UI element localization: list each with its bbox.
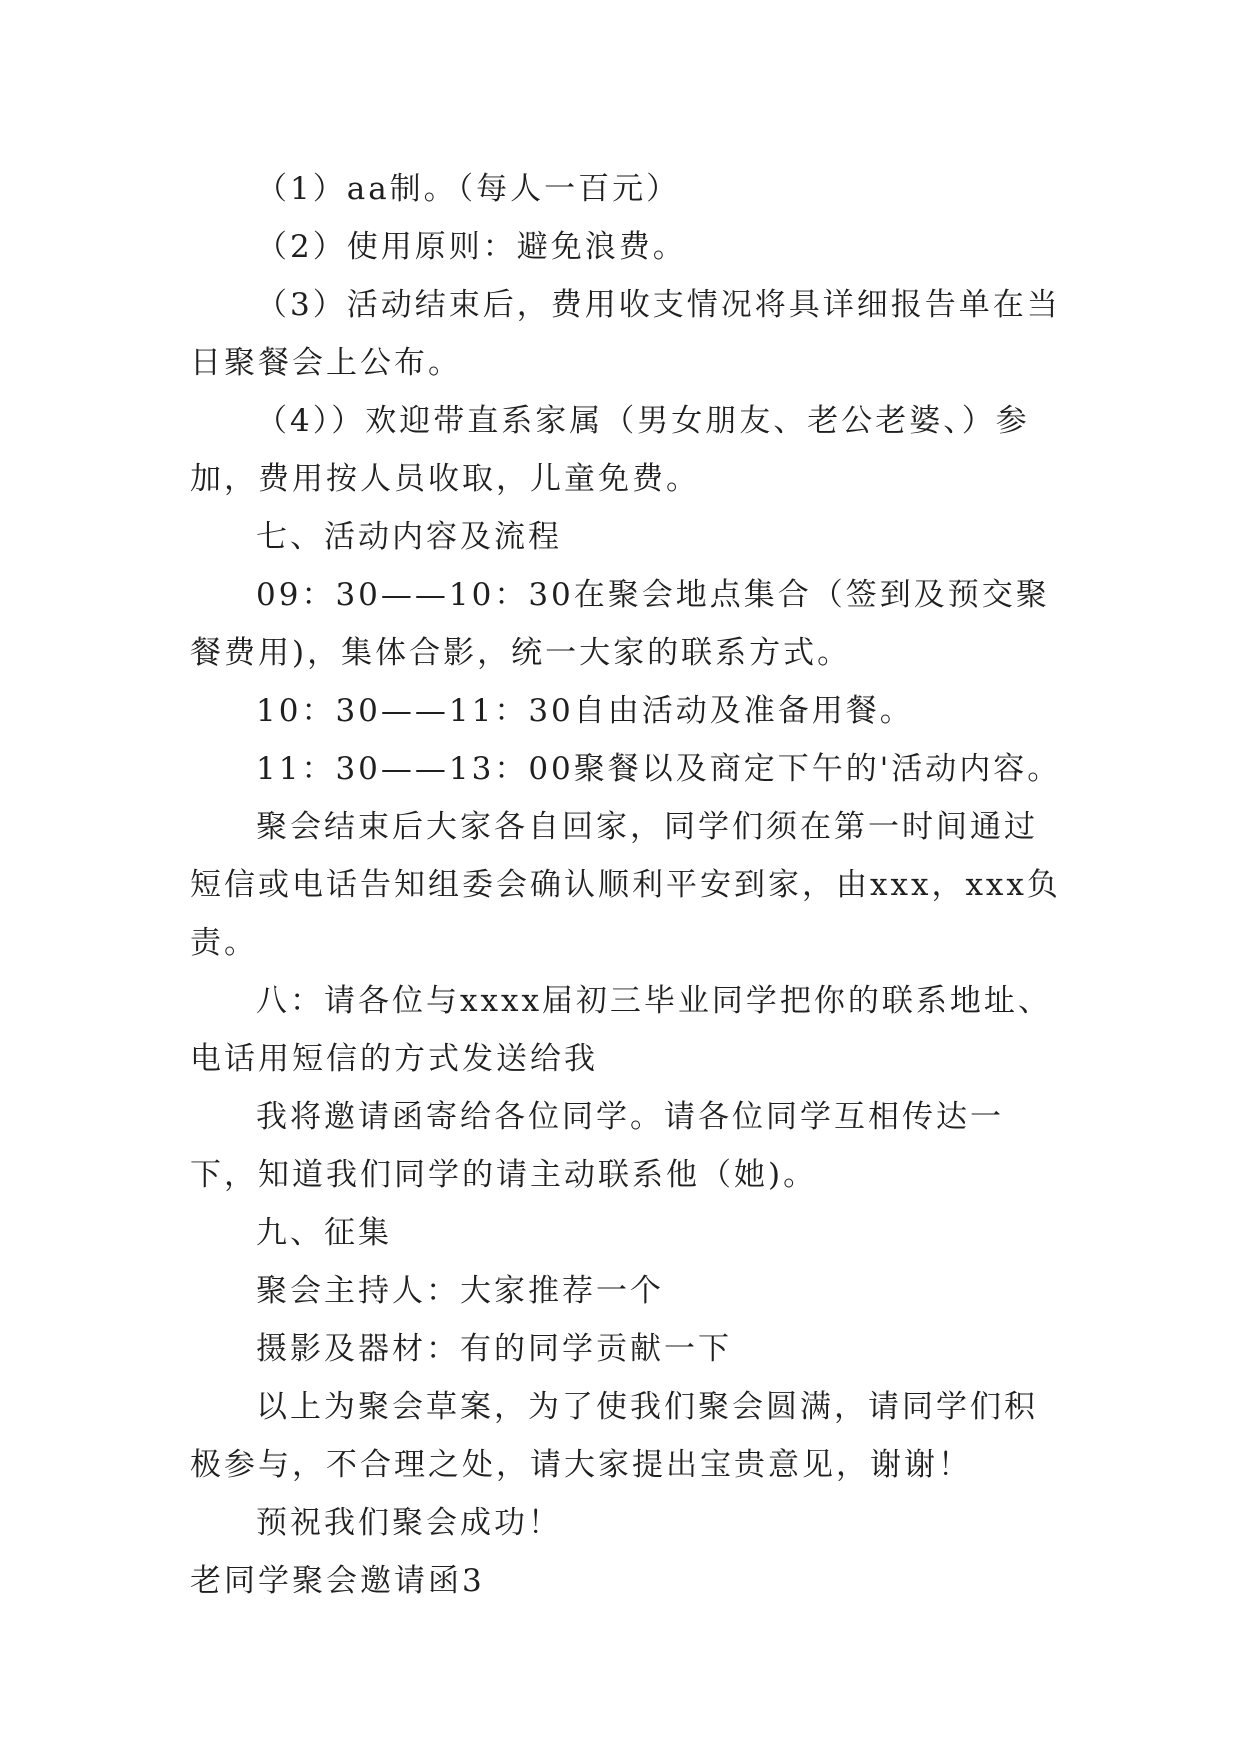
paragraph-cost-aa: （1）aa制。（每人一百元） <box>256 171 681 207</box>
section-title-invitation-3: 老同学聚会邀请函3 <box>190 1563 485 1599</box>
paragraph-cost-report: （3）活动结束后，费用收支情况将具详细报告单在当日聚餐会上公布。 <box>190 287 1061 381</box>
paragraph-go-home: 聚会结束后大家各自回家，同学们须在第一时间通过短信或电话告知组委会确认顺利平安到家，由xxx，xxx负责。 <box>190 809 1061 961</box>
paragraph-draft-note: 以上为聚会草案，为了使我们聚会圆满，请同学们积极参与，不合理之处，请大家提出宝贵意见，谢谢！ <box>190 1389 1038 1483</box>
paragraph-family-welcome: （4））欢迎带直系家属（男女朋友、老公老婆、）参加，费用按人员收取，儿童免费。 <box>190 403 1030 497</box>
section-contact-heading: 八：请各位与xxxx届初三毕业同学把你的联系地址、电话用短信的方式发送给我 <box>190 983 1052 1077</box>
collect-item-host: 聚会主持人：大家推荐一个 <box>256 1273 664 1309</box>
section-collect-heading: 九、征集 <box>256 1215 392 1251</box>
collect-item-photography: 摄影及器材：有的同学贡献一下 <box>256 1331 732 1367</box>
section-activity-heading: 七、活动内容及流程 <box>256 519 562 555</box>
paragraph-wish-success: 预祝我们聚会成功！ <box>256 1505 562 1541</box>
document-body <box>190 160 1070 1610</box>
schedule-item-dinner: 11：30——13：00聚餐以及商定下午的'活动内容。 <box>256 751 1062 787</box>
schedule-item-gathering: 09：30——10：30在聚会地点集合（签到及预交聚餐费用)，集体合影，统一大家的联系方式。 <box>190 577 1050 671</box>
schedule-item-free-activity: 10：30——11：30自由活动及准备用餐。 <box>256 693 914 729</box>
paragraph-cost-principle: （2）使用原则：避免浪费。 <box>256 229 687 265</box>
paragraph-invitation-letter: 我将邀请函寄给各位同学。请各位同学互相传达一下，知道我们同学的请主动联系他（她)。 <box>190 1099 1004 1193</box>
